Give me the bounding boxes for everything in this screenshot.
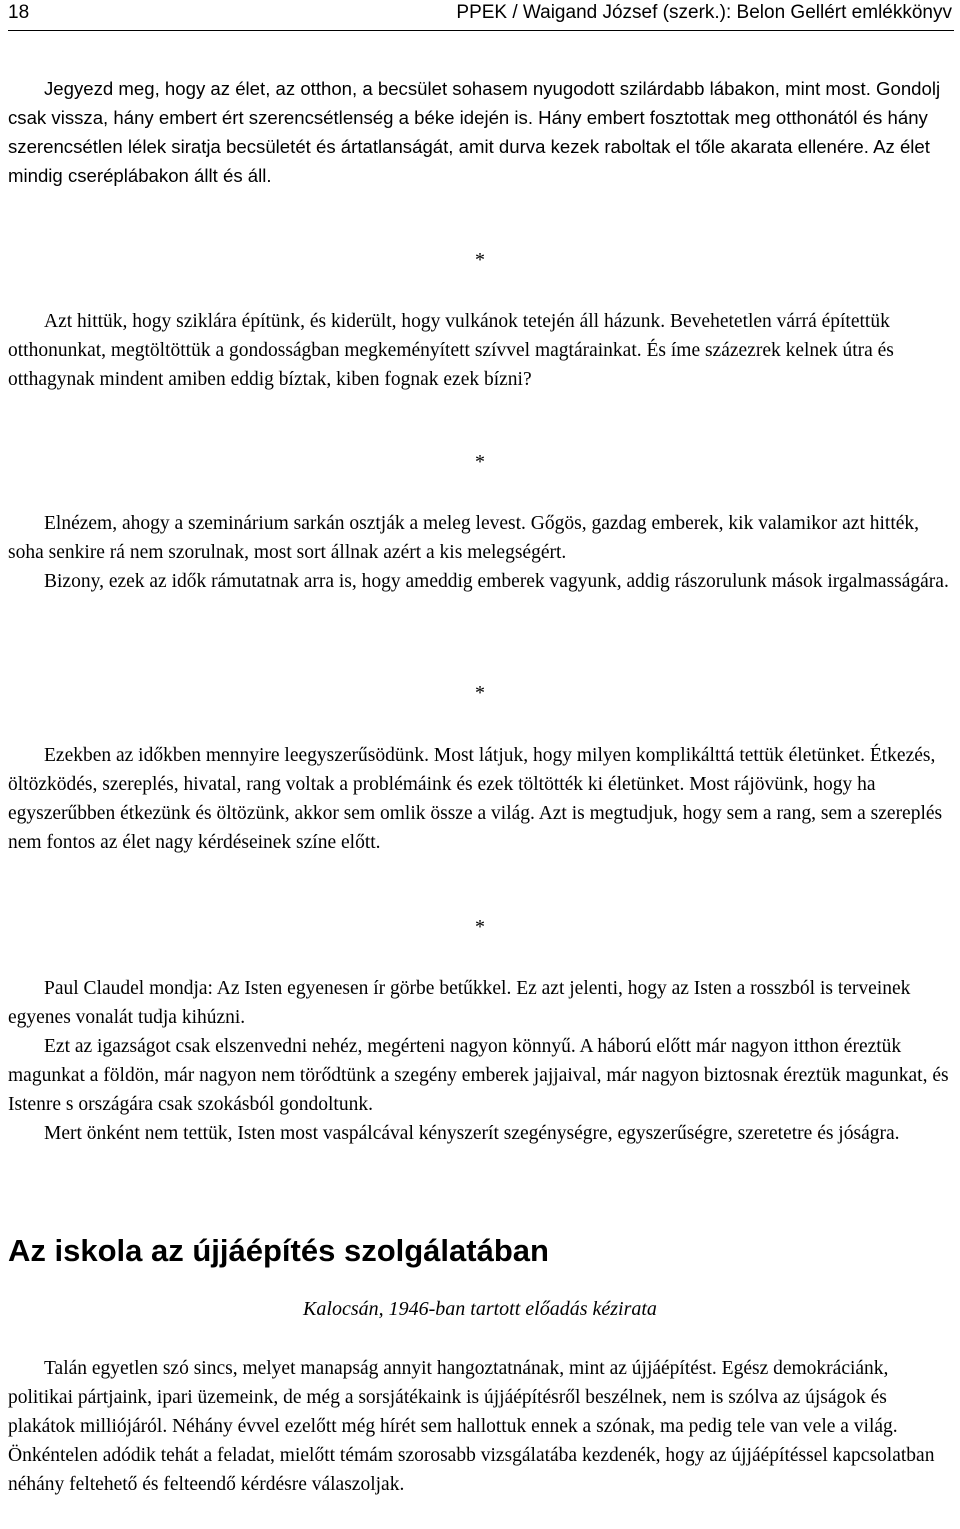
section-4 bbox=[8, 741, 954, 857]
section-1 bbox=[8, 74, 954, 190]
paragraph: Talán egyetlen szó sincs, melyet manapság annyit hangoztatnának, mint az újjáépítést. Egész demokráciánk, politikai pártjaink, ipari üzemeink, de még a sorsjátékaink is újjáépítésről beszélnek, nem is szólva az újságok és plakátok milliójáról. Néhány évvel ezelőtt még hírét sem hallottuk ennek a szónak, ma pedig tele van vele a világ. Önkéntelen adódik tehát a feladat, mielőtt témám szorosabb vizsgálatába kezdenék, hogy az újjáépítéssel kapcsolatban néhány feltehető és felteendő kérdésre válaszoljak. bbox=[8, 1358, 935, 1495]
paragraph: Azt hittük, hogy sziklára építünk, és kiderült, hogy vulkánok tetején áll házunk. Bevehetetlen várrá építettük otthonunkat, megtöltöttük a gondosságban megkeményített szívvel magtárainkat. És íme százezrek kelnek útra és otthagynak mindent amiben eddig bíztak, kiben fognak ezek bízni? bbox=[8, 311, 894, 390]
paragraph: Elnézem, ahogy a szeminárium sarkán osztják a meleg levest. Gőgös, gazdag emberek, kik valamikor azt hitték, soha senkire rá nem szorulnak, most sort állnak azért a kis melegségért. bbox=[8, 513, 920, 563]
page-number: 18 bbox=[8, 2, 30, 23]
section-2 bbox=[8, 307, 954, 394]
section-5 bbox=[8, 974, 954, 1148]
chapter-body bbox=[8, 1354, 954, 1499]
chapter-subtitle: Kalocsán, 1946-ban tartott előadás kézirata bbox=[303, 1298, 657, 1320]
section-separator: * bbox=[475, 451, 485, 473]
paragraph: Jegyezd meg, hogy az élet, az otthon, a becsület sohasem nyugodott szilárdabb lábakon, mint most. Gondolj csak vissza, hány embert ért szerencsétlenség a béke idején is. Hány embert fosztottak meg otthonától és hány szerencsétlen lélek siratja becsületét és ártatlanságát, amit durva kezek raboltak el tőle akarata ellenére. Az élet mindig cseréplábakon állt és áll. bbox=[8, 78, 941, 186]
running-header bbox=[8, 0, 954, 31]
section-separator: * bbox=[475, 916, 485, 938]
book-title: PPEK / Waigand József (szerk.): Belon Gellért emlékkönyv bbox=[456, 2, 952, 23]
chapter-title: Az iskola az újjáépítés szolgálatában bbox=[8, 1233, 549, 1268]
paragraph: Mert önként nem tettük, Isten most vaspálcával kényszerít szegénységre, egyszerűségre, szeretetre és jóságra. bbox=[44, 1123, 900, 1144]
paragraph: Paul Claudel mondja: Az Isten egyenesen ír görbe betűkkel. Ez azt jelenti, hogy az Isten a rosszból is terveinek egyenes vonalát tudja kihúzni. bbox=[8, 978, 911, 1028]
section-separator: * bbox=[475, 682, 485, 704]
paragraph: Bizony, ezek az idők rámutatnak arra is, hogy ameddig emberek vagyunk, addig rászorulunk mások irgalmasságára. bbox=[44, 571, 949, 592]
section-3 bbox=[8, 509, 954, 596]
paragraph: Ezt az igazságot csak elszenvedni nehéz, megérteni nagyon könnyű. A háború előtt már nagyon itthon éreztük magunkat a földön, már nagyon nem törődtünk a szegény emberek jajjaival, már nagyon biztosnak éreztük magunkat, és Istenre s országára csak szokásból gondoltunk. bbox=[8, 1036, 949, 1115]
section-separator: * bbox=[475, 249, 485, 271]
paragraph: Ezekben az időkben mennyire leegyszerűsödünk. Most látjuk, hogy milyen komplikálttá tettük életünket. Étkezés, öltözködés, szereplés, hivatal, rang voltak a problémáink és ezek töltötték ki életünket. Most rájövünk, hogy ha egyszerűbben étkezünk és öltözünk, akkor sem omlik össze a világ. Azt is megtudjuk, hogy sem a rang, sem a szereplés nem fontos az élet nagy kérdéseinek színe előtt. bbox=[8, 745, 943, 853]
